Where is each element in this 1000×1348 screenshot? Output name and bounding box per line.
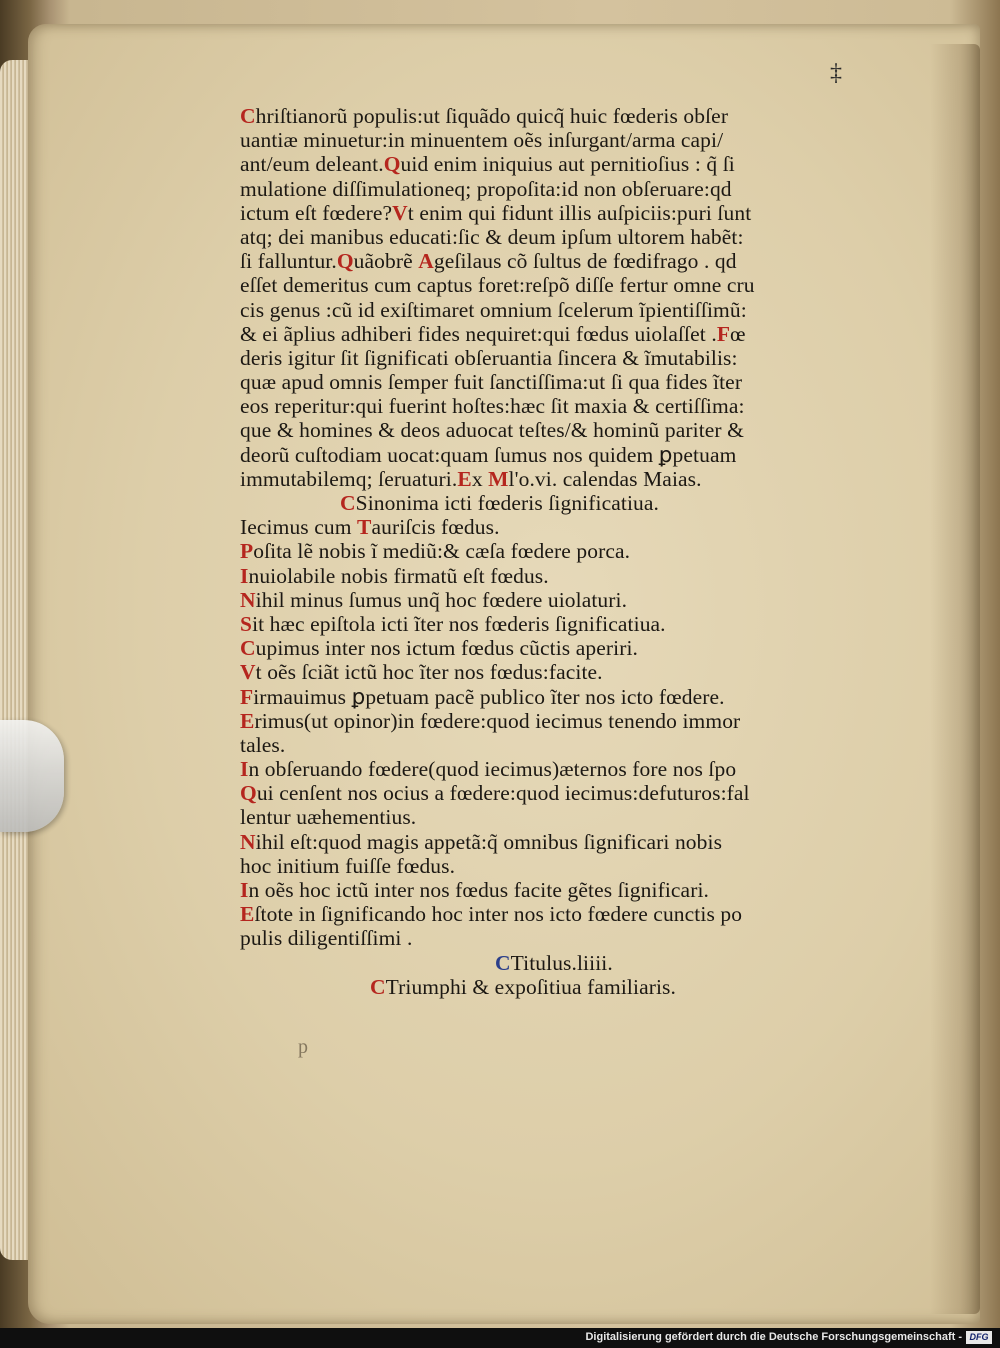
page-gutter-shadow [930,44,980,1314]
text-run: uãobrẽ [353,249,419,274]
text-line [240,830,880,854]
rubricated-initial: C [495,950,511,975]
rubricated-initial: C [240,104,256,128]
text-line [240,612,880,636]
text-run: uantiæ minuetur:in minuentem oẽs inſurgant/arma capi/ [240,128,724,153]
incunable-text-block [240,104,880,999]
text-line [240,636,880,660]
rubricated-initial: T [357,515,372,540]
text-run: rimus(ut opinor)in fœdere:quod iecimus tenendo immor [254,708,741,733]
text-run: eos reperitur:qui fuerint hoſtes:hæc ſit maxia & certiſſima: [240,394,745,419]
text-run: lentur uæhementius. [240,805,417,830]
text-run: ictum eſt fœdere? [240,200,393,225]
rubricated-initial: Q [336,249,354,274]
text-run: tales. [240,732,286,757]
text-run: œ [730,321,746,346]
text-run: nuiolabile nobis firmatũ eſt fœdus. [248,563,549,588]
text-run: Triumphi & expoſitiua familiaris. [385,974,676,999]
text-run: ſtote in ſignificando hoc inter nos icto fœdere cunctis po [254,902,743,927]
text-line [240,854,880,878]
text-line [240,418,880,442]
text-run: l'o.vi. calendas Maias. [508,466,702,491]
text-line [240,805,880,829]
rubricated-initial: I [240,878,249,902]
text-run: upimus inter nos ictum fœdus cũctis aperiri. [255,636,639,661]
text-run: t enim qui fidunt illis auſpiciis:puri ſunt [407,200,752,225]
rubricated-initial: C [340,491,356,515]
dfg-logo: DFG [966,1331,992,1344]
rubricated-initial: I [240,757,249,782]
text-line [240,902,880,926]
rubricated-initial: E [240,708,255,733]
text-run: hriſtianorũ populis:ut ſiquãdo quicq̃ huic fœderis obſer [255,104,729,128]
text-run: hoc initium fuiſſe fœdus. [240,853,456,878]
text-run: immutabilemq; ſeruaturi. [240,466,458,491]
text-run: n oẽs hoc ictũ inter nos fœdus facite gẽtes ſignificari. [248,878,710,902]
text-line [240,539,880,563]
text-run: x [471,466,489,491]
text-line [240,152,880,176]
text-line [240,201,880,225]
text-line [240,733,880,757]
rubricated-initial: C [370,974,386,999]
text-line [240,249,880,273]
text-line [240,588,880,612]
text-run: irmauimus ꝑpetuam pacẽ publico ĩter nos icto fœdere. [253,684,725,709]
text-run: ihil eſt:quod magis appetã:q̃ omnibus ſignificari nobis [255,829,723,854]
text-line [240,322,880,346]
text-line [240,660,880,684]
text-line [240,878,880,902]
text-line [240,951,880,975]
text-run: auriſcis fœdus. [371,515,500,540]
text-line [240,491,880,515]
text-run: geſilaus cõ ſultus de fœdifrago . qd [433,249,737,274]
digitization-credit: Digitalisierung gefördert durch die Deutsche Forschungsgemeinschaft - [585,1331,962,1343]
rubricated-initial: S [240,611,253,636]
text-run: ihil minus ſumus unq̃ hoc fœdere uiolaturi. [255,587,628,612]
text-run: deris igitur ſit ſignificati obſeruantia ſincera & ĩmutabilis: [240,345,738,370]
text-run: mulatione diſſimulationeq; propoſita:id non obſeruare:qd [240,176,732,201]
text-run: & ei ãplius adhiberi fides nequiret:qui fœdus uiolaſſet . [240,321,717,346]
corner-mark: ‡ [830,60,842,86]
text-line [240,225,880,249]
text-run: cis genus :cũ id exiſtimaret omnium ſcelerum ĩpientiſſimũ: [240,297,747,322]
signature-mark: p [298,1036,308,1058]
text-run: n obſeruando fœdere(quod iecimus)æternos fore nos ſpo [248,757,737,782]
text-line [240,926,880,950]
rubricated-initial: C [240,636,256,661]
text-run: uid enim iniquius aut pernitioſius : q̃ ſi [400,152,735,177]
text-line [240,443,880,467]
rubricated-initial: A [418,249,434,274]
rubricated-initial: Q [383,152,401,177]
rubricated-initial: F [240,684,254,709]
text-run: ſi falluntur. [240,249,337,274]
rubricated-initial: F [716,321,731,346]
text-run: ui cenſent nos ocius a fœdere:quod iecimus:defuturos:fal [256,781,750,806]
text-line [240,298,880,322]
text-line [240,781,880,805]
text-run: ant/eum deleant. [240,152,384,177]
rubricated-initial: N [240,829,256,854]
text-line [240,467,880,491]
text-line [240,128,880,152]
text-line [240,564,880,588]
rubricated-initial: Q [240,781,257,806]
rubricated-initial: E [240,902,255,927]
text-run: deorũ cuſtodiam uocat:quam ſumus nos quidem ꝑpetuam [240,442,737,467]
text-line [240,685,880,709]
text-run: it hæc epiſtola icti ĩter nos fœderis ſignificatiua. [252,611,666,636]
rubricated-initial: V [240,660,256,685]
rubricated-initial: I [240,563,249,588]
text-run: que & homines & deos aduocat teſtes/& hominũ pariter & [240,418,744,443]
text-line [240,394,880,418]
text-line [240,757,880,781]
text-run: eſſet demeritus cum captus foret:reſpõ diſſe fertur omne cru [240,273,755,298]
text-run: pulis diligentiſſimi . [240,926,413,951]
text-line [240,709,880,733]
text-line [240,370,880,394]
text-run: t oẽs ſciãt ictũ hoc ĩter nos fœdus:facite. [255,660,603,685]
text-run: Titulus.liiii. [510,950,613,975]
text-line [240,515,880,539]
text-line [240,346,880,370]
text-run: atq; dei manibus educati:ſic & deum ipſum ultorem habẽt: [240,224,744,249]
text-run: oſita lẽ nobis ĩ mediũ:& cæſa fœdere porca. [253,539,631,564]
rubricated-initial: N [240,587,256,612]
rubricated-initial: E [457,466,472,491]
text-line [240,975,880,999]
rubricated-initial: P [240,539,254,564]
text-line [240,104,880,128]
text-run: Sinonima icti fœderis ſignificatiua. [355,491,659,515]
text-run: quæ apud omnis ſemper fuit ſanctiſſima:ut ſi qua fides ĩter [240,370,743,395]
text-line [240,177,880,201]
text-line [240,273,880,297]
page-clip [0,720,64,832]
text-run: Iecimus cum [240,515,358,540]
rubricated-initial: V [392,200,408,225]
rubricated-initial: M [488,466,509,491]
